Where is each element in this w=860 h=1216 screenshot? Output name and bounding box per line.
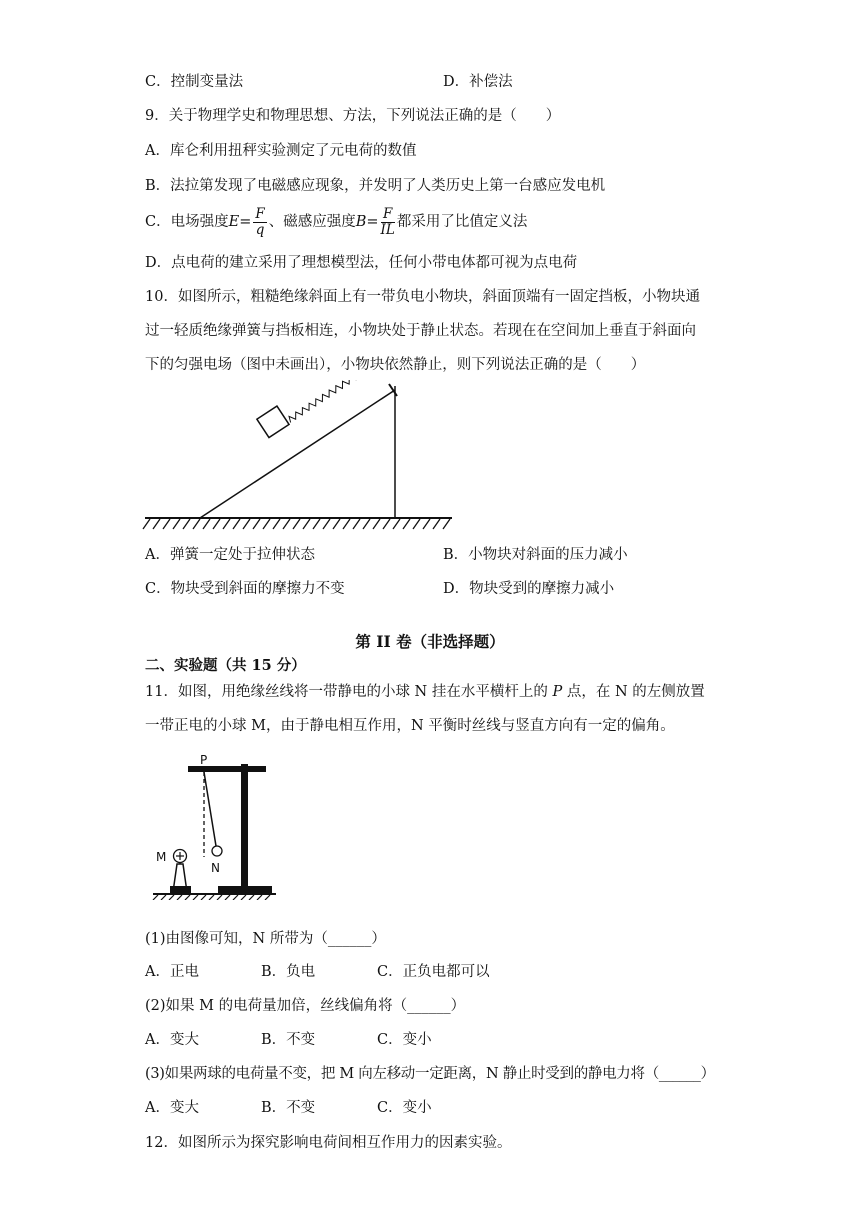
- q9-option-c-middle: 、磁感应强度: [268, 214, 356, 230]
- fraction-numerator: F: [381, 207, 395, 223]
- fraction-f-over-q: [253, 207, 266, 238]
- q11-sub-3: (3)如果两球的电荷量不变，把 M 向左移动一定距离，N 静止时受到的静电力将（______）: [145, 1066, 715, 1082]
- q11-stem-prefix: 11．如图，用绝缘丝线将一带静电的小球 N 挂在水平横杆上的: [145, 684, 548, 700]
- pendulum-stand-figure: [148, 752, 278, 900]
- q11-sub-2-option-c: C．变小: [377, 1032, 432, 1048]
- q11-sub-2-option-a: A．变大: [145, 1032, 199, 1048]
- fraction-denominator: q: [255, 221, 265, 238]
- part-2-title: 第 II 卷（非选择题）: [355, 632, 505, 651]
- q11-sub-1-option-b: B．负电: [261, 964, 316, 980]
- figure-label-n: N: [211, 861, 220, 875]
- q11-sub-2-option-b: B．不变: [261, 1032, 316, 1048]
- q9-option-b: B．法拉第发现了电磁感应现象，并发明了人类历史上第一台感应发电机: [145, 178, 606, 194]
- q10-stem-line-3: 下的匀强电场（图中未画出），小物块依然静止，则下列说法正确的是（ ）: [145, 357, 646, 373]
- q9-option-c-suffix: 都采用了比值定义法: [396, 214, 528, 230]
- fraction-denominator: IL: [380, 221, 395, 238]
- q9-option-d: D．点电荷的建立采用了理想模型法，任何小带电体都可视为点电荷: [145, 255, 578, 271]
- q10-option-a: A．弹簧一定处于拉伸状态: [145, 547, 315, 563]
- incline-spring-figure: [140, 380, 460, 530]
- q11-sub-3-option-c: C．变小: [377, 1100, 432, 1116]
- q10-stem-line-2: 过一轻质绝缘弹簧与挡板相连，小物块处于静止状态。若现在在空间加上垂直于斜面向: [145, 323, 696, 339]
- q11-stem-line-2: 一带正电的小球 M，由于静电相互作用，N 平衡时丝线与竖直方向有一定的偏角。: [145, 718, 675, 734]
- q9-option-a: A．库仑利用扭秤实验测定了元电荷的数值: [145, 143, 417, 159]
- p-point-symbol: P: [552, 684, 563, 700]
- q11-sub-3-option-b: B．不变: [261, 1100, 316, 1116]
- fraction-f-over-il: [381, 207, 395, 238]
- q11-sub-2: (2)如果 M 的电荷量加倍，丝线偏角将（______）: [145, 998, 466, 1014]
- q11-sub-1: (1)由图像可知，N 所带为（______）: [145, 931, 386, 947]
- e-symbol: E: [228, 214, 240, 230]
- q9-option-c-prefix: C．电场强度: [145, 214, 229, 230]
- q10-stem-line-1: 10．如图所示，粗糙绝缘斜面上有一带负电小物块，斜面顶端有一固定挡板，小物块通: [145, 289, 700, 305]
- equals-sign: =: [239, 214, 252, 230]
- figure-label-p: P: [200, 753, 208, 767]
- q11-sub-3-option-a: A．变大: [145, 1100, 199, 1116]
- q10-option-b: B．小物块对斜面的压力减小: [443, 547, 628, 563]
- q9-option-c: [145, 206, 527, 238]
- q11-stem-line-1: [145, 682, 705, 702]
- section-title: 二、实验题（共 15 分）: [145, 657, 306, 674]
- q12-stem: 12．如图所示为探究影响电荷间相互作用力的因素实验。: [145, 1135, 512, 1151]
- q11-stem-suffix: 点，在 N 的左侧放置: [566, 684, 705, 700]
- q8-option-c: C．控制变量法: [145, 74, 244, 90]
- b-symbol: B: [355, 214, 367, 230]
- q11-sub-1-option-c: C．正负电都可以: [377, 964, 490, 980]
- figure-label-m: M: [156, 850, 167, 864]
- equals-sign: =: [366, 214, 379, 230]
- q10-option-c: C．物块受到斜面的摩擦力不变: [145, 581, 345, 597]
- q10-option-d: D．物块受到的摩擦力减小: [443, 581, 615, 597]
- q9-stem: 9．关于物理学史和物理思想、方法，下列说法正确的是（ ）: [145, 108, 561, 124]
- q8-option-d: D．补偿法: [443, 74, 513, 90]
- q11-sub-1-option-a: A．正电: [145, 964, 199, 980]
- fraction-numerator: F: [255, 205, 265, 222]
